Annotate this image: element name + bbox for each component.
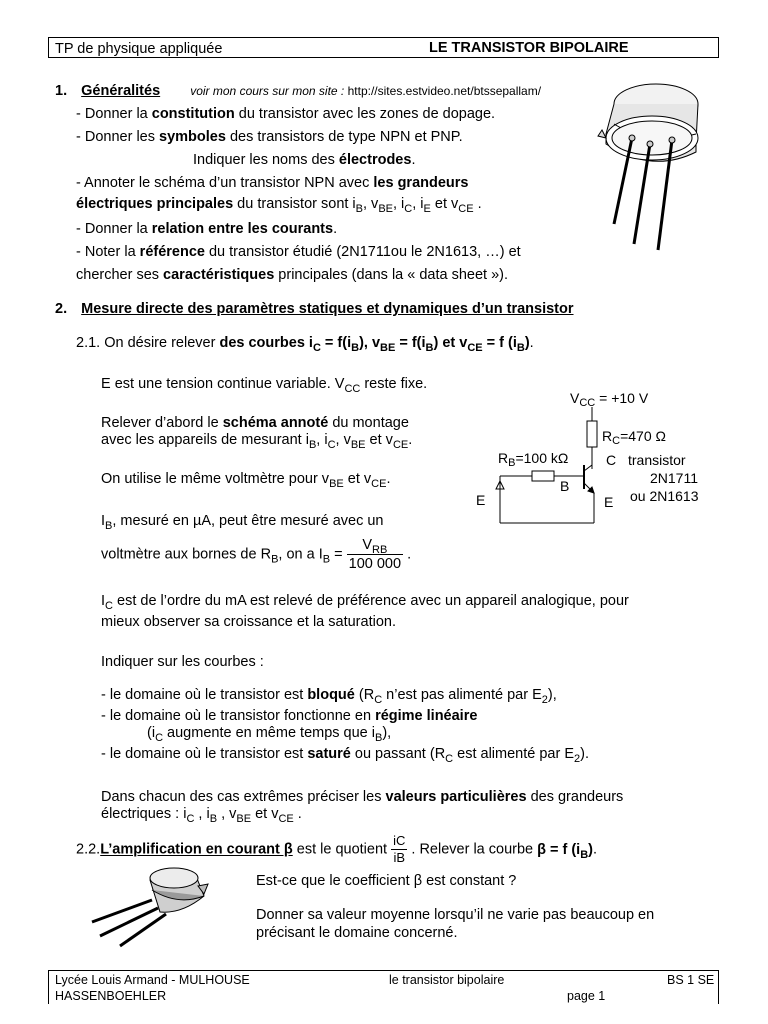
list-item-lineaire-detail: ($i_C$ augmente en même temps que $i_B$),	[147, 725, 392, 744]
section1-url: http://sites.estvideo.net/btssepallam/	[347, 84, 542, 98]
para-extremes-2: électriques : $i_C$ , $i_B$ , $v_{BE}$ et $v_{CE}$ .	[101, 806, 302, 825]
para-ib-mesure: $I_B$, mesuré en µA, peut être mesuré avec un	[101, 513, 384, 532]
footer-page: page 1	[567, 989, 606, 1003]
rb-resistor	[532, 471, 554, 481]
transistor-ref-2: ou 2N1613	[630, 488, 699, 504]
question-moyenne-1: Donner sa valeur moyenne lorsqu’il ne varie pas beaucoup en	[256, 907, 655, 923]
footer-class: BS 1 SE	[667, 973, 715, 987]
header-subject: TP de physique appliquée	[55, 41, 223, 57]
transistor-ref-1: 2N1711	[650, 470, 699, 486]
collector-lead	[584, 465, 592, 471]
circuit-diagram	[470, 385, 720, 525]
section2-title: Mesure directe des paramètres statiques et dynamiques d’un transistor	[81, 301, 574, 317]
base-label: B	[560, 478, 570, 494]
para-ic-1: $I_C$ est de l’ordre du mA est relevé de préférence avec un appareil analogique, pour	[101, 593, 629, 612]
para-schema-2: avec les appareils de mesurant $i_B$, $i_C$, $v_{BE}$ et $v_{CE}$.	[101, 432, 413, 451]
list-item-lineaire: - le domaine où le transistor fonctionne en régime linéaire	[101, 708, 478, 724]
beta-fraction: $\frac{iC}{iB}$	[393, 833, 406, 866]
header-box	[48, 37, 719, 58]
emitter-label: E	[604, 494, 614, 510]
footer-author: HASSENBOEHLER	[55, 989, 167, 1003]
collector-label: C	[606, 452, 617, 468]
subsection-2-2: 2.2.L’amplification en courant β est le quotient $\frac{iC}{iB}$ . Relever la courbe β = f $(i_B)$.	[76, 833, 598, 866]
s1-line5: électriques principales du transistor sont $i_B$, $v_{BE}$, $i_C$, $i_E$ et $v_{CE}$ .	[76, 196, 482, 215]
rc-label: $R_C=470$ Ω	[602, 428, 666, 447]
para-voltmetre: On utilise le même voltmètre pour $v_{BE}$ et $v_{CE}$.	[101, 471, 391, 490]
question-moyenne-2: précisant le domaine concerné.	[256, 925, 458, 941]
footer-school: Lycée Louis Armand - MULHOUSE	[55, 973, 250, 987]
section2-heading	[55, 300, 574, 318]
rc-resistor	[587, 421, 597, 447]
para-indiquer: Indiquer sur les courbes :	[101, 654, 264, 670]
footer-subject: le transistor bipolaire	[389, 973, 505, 987]
para-extremes-1: Dans chacun des cas extrêmes préciser les valeurs particulières des grandeurs	[101, 789, 624, 805]
s1-line1: - Donner la constitution du transistor avec les zones de dopage.	[76, 106, 496, 122]
s1-line7: - Noter la référence du transistor étudié (2N1711ou le 2N1613, …) et	[76, 244, 521, 260]
section1-number: 1.	[55, 83, 68, 99]
para-ic-2: mieux observer sa croissance et la saturation.	[101, 614, 396, 630]
transistor-can-illustration	[592, 74, 722, 264]
section1-note: voir mon cours sur mon site :	[190, 84, 345, 98]
s1-line4: - Annoter le schéma d’un transistor NPN avec les grandeurs	[76, 175, 469, 191]
vcc-label: $V_{CC} = +10$ V	[570, 390, 649, 409]
s1-line6: - Donner la relation entre les courants.	[76, 221, 338, 237]
question-beta-constant: Est-ce que le coefficient β est constant ?	[256, 873, 517, 889]
list-item-sature: - le domaine où le transistor est saturé ou passant ($R_C$ est alimenté par $E_2$).	[101, 746, 590, 765]
transistor-small-illustration	[86, 862, 216, 952]
transistor-label: transistor	[628, 452, 686, 468]
s1-line2: - Donner les symboles des transistors de type NPN et PNP.	[76, 129, 463, 145]
s1-line3: Indiquer les noms des électrodes.	[193, 152, 416, 168]
section2-number: 2.	[55, 301, 68, 317]
subsection-2-1: 2.1. On désire relever des courbes $i_C = f(i_B)$, $v_{BE} = f(i_B)$ et $v_{CE} = f$ $(i_B)$.	[76, 335, 534, 354]
page-title: LE TRANSISTOR BIPOLAIRE	[429, 40, 629, 56]
source-label: E	[476, 492, 486, 508]
para-schema-1: Relever d’abord le schéma annoté du montage	[101, 415, 409, 431]
para-ib-formula: voltmètre aux bornes de $R_B$, on a $I_B$ = $\frac{V_{RB}}{100 000}$ .	[101, 537, 412, 573]
footer	[48, 970, 719, 1004]
section1-heading	[55, 82, 541, 100]
para-e-tension: E est une tension continue variable. $V_{CC}$ reste fixe.	[101, 376, 428, 395]
s1-line8: chercher ses caractéristiques principales (dans la « data sheet »).	[76, 267, 509, 283]
ib-fraction: $\frac{V_{RB}}{100 000}$	[348, 537, 402, 573]
section1-title: Généralités	[81, 83, 161, 99]
list-item-bloque: - le domaine où le transistor est bloqué ($R_C$ n’est pas alimenté par $E_2$),	[101, 687, 557, 706]
rb-label: $R_B=100$ kΩ	[498, 450, 569, 469]
